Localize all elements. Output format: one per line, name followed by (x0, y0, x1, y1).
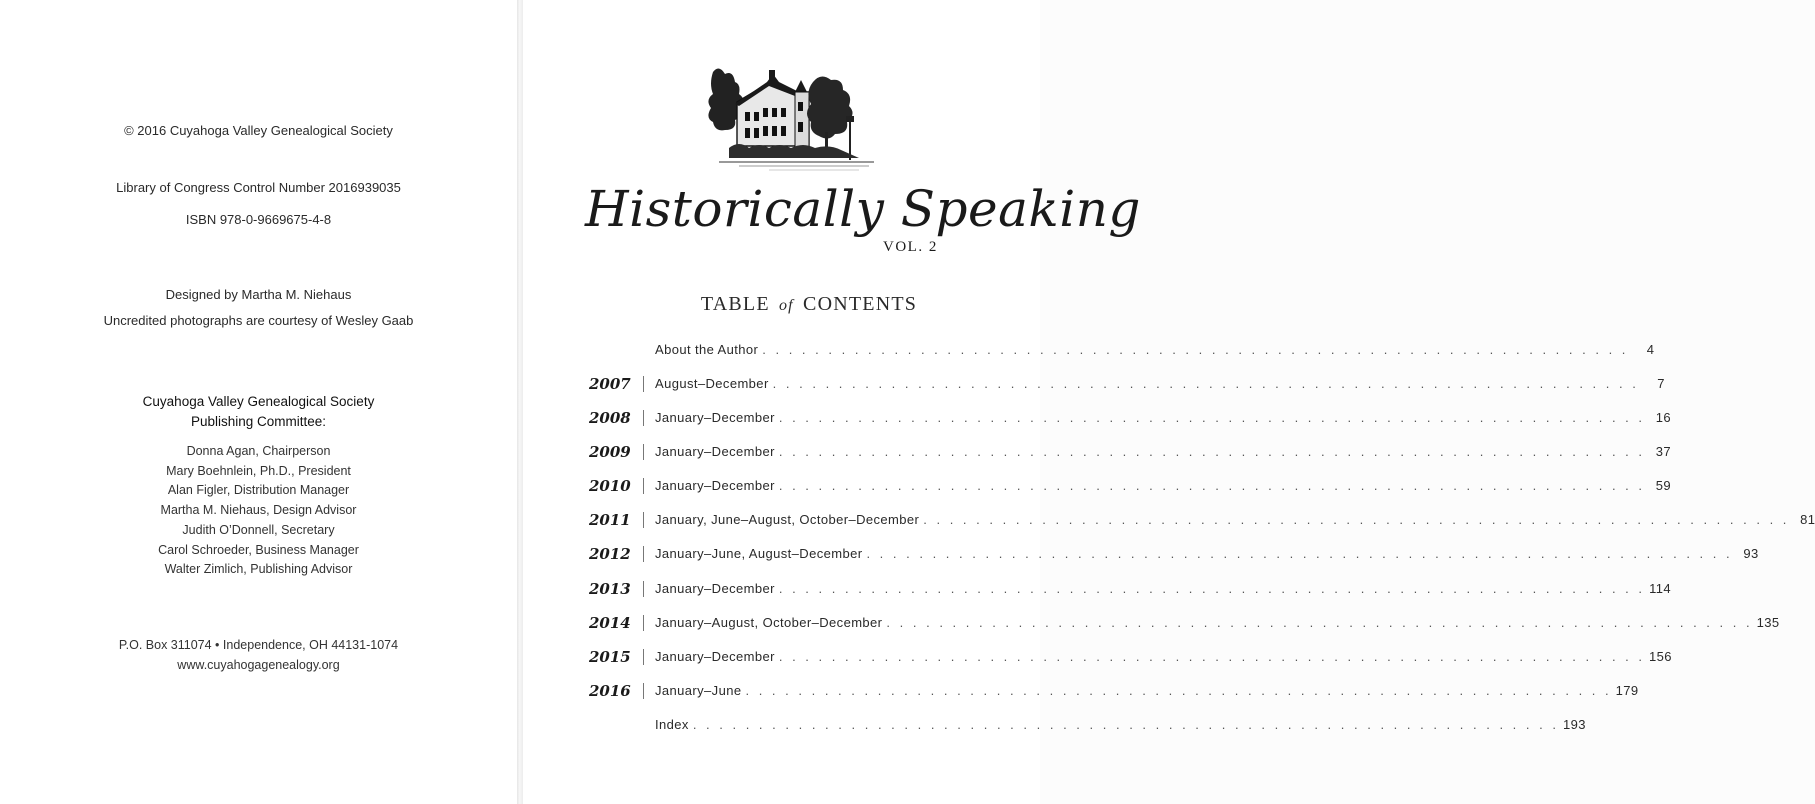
toc-row-about-author[interactable] (589, 338, 1655, 362)
toc-label: January–December (655, 444, 775, 459)
toc-row-2010[interactable] (589, 474, 1672, 498)
toc-divider (643, 478, 644, 494)
toc-page-number: 16 (1655, 410, 1672, 425)
toc-page-number: 156 (1649, 649, 1672, 664)
volume-label: VOL. 2 (883, 239, 938, 255)
toc-label: January–December (655, 478, 775, 493)
toc-divider (643, 546, 644, 562)
copyright-line: © 2016 Cuyahoga Valley Genealogical Society (124, 123, 393, 138)
toc-heading-table: TABLE (700, 293, 770, 315)
toc-year: 2016 (589, 682, 631, 700)
toc-leader-dots (866, 542, 1732, 566)
toc-divider (643, 512, 644, 528)
toc-label: January, June–August, October–December (655, 512, 920, 527)
toc-year: 2008 (589, 409, 631, 427)
toc-row-index[interactable] (589, 713, 1586, 737)
toc-row-2009[interactable] (589, 440, 1672, 464)
toc-page-number: 4 (1646, 342, 1655, 357)
toc-row-2008[interactable] (589, 406, 1672, 430)
toc-divider (643, 649, 644, 665)
toc-divider (643, 444, 644, 460)
toc-label: January–August, October–December (655, 615, 883, 630)
toc-divider (643, 376, 644, 392)
toc-page-number: 179 (1615, 683, 1639, 698)
toc-label: January–December (655, 649, 775, 664)
toc-heading-contents: CONTENTS (803, 293, 918, 315)
toc-page-number: 59 (1655, 478, 1672, 493)
toc-leader-dots (779, 474, 1645, 498)
book-title: Historically Speaking (585, 180, 1141, 238)
toc-leader-dots (693, 713, 1559, 737)
toc-label: January–December (655, 410, 775, 425)
toc-heading (699, 293, 919, 316)
toc-label: January–June, August–December (655, 546, 863, 561)
designer-credit: Designed by Martha M. Niehaus (165, 287, 352, 302)
toc-page-number: 81 (1800, 512, 1815, 527)
toc-year: 2013 (589, 580, 631, 598)
toc-leader-dots (923, 508, 1789, 532)
website-url: www.cuyahogagenealogy.org (177, 657, 340, 672)
toc-row-2012[interactable] (589, 542, 1759, 566)
toc-label: August–December (655, 376, 769, 391)
committee-member: Alan Figler, Distribution Manager (167, 483, 350, 498)
toc-page-number: 7 (1657, 376, 1665, 391)
toc-leader-dots (762, 338, 1628, 362)
committee-member: Mary Boehnlein, Ph.D., President (166, 463, 351, 478)
committee-title-line1: Cuyahoga Valley Genealogical Society (142, 394, 375, 409)
toc-label: About the Author (655, 342, 759, 357)
toc-row-2013[interactable] (589, 577, 1672, 601)
toc-year: 2015 (589, 648, 631, 666)
toc-label: Index (655, 717, 689, 732)
committee-member: Judith O’Donnell, Secretary (182, 522, 335, 537)
toc-row-2011[interactable] (589, 508, 1815, 532)
committee-member: Donna Agan, Chairperson (186, 444, 331, 458)
postal-address: P.O. Box 311074 • Independence, OH 44131-1074 (118, 638, 399, 652)
toc-leader-dots (886, 611, 1752, 635)
toc-leader-dots (779, 645, 1645, 669)
toc-page-number: 135 (1756, 615, 1780, 630)
toc-label: January–December (655, 581, 775, 596)
toc-leader-dots (779, 406, 1645, 430)
toc-label: January–June (655, 683, 742, 698)
toc-page-number: 93 (1743, 546, 1759, 561)
toc-leader-dots (745, 679, 1611, 703)
committee-members-list (0, 442, 517, 580)
toc-page-number: 37 (1655, 444, 1672, 459)
toc-year: 2011 (589, 511, 631, 529)
committee-member: Carol Schroeder, Business Manager (158, 542, 359, 557)
toc-leader-dots (779, 577, 1645, 601)
toc-year: 2009 (589, 443, 631, 461)
toc-year: 2010 (589, 477, 631, 495)
toc-page-number: 193 (1562, 717, 1586, 732)
toc-row-2016[interactable] (589, 679, 1639, 703)
toc-row-2007[interactable] (589, 372, 1665, 396)
left-page (0, 0, 517, 804)
toc-year: 2007 (589, 375, 631, 393)
toc-leader-dots (779, 440, 1645, 464)
victorian-house-sketch-icon (709, 62, 879, 184)
photo-credit: Uncredited photographs are courtesy of Wesley Gaab (103, 313, 414, 328)
toc-heading-of: of (778, 297, 794, 314)
registration-block (0, 178, 517, 230)
committee-title-line2: Publishing Committee: (190, 414, 327, 429)
lccn-line: Library of Congress Control Number 2016939035 (116, 180, 401, 195)
credits-block (0, 285, 517, 331)
copyright-block (0, 121, 517, 141)
committee-member: Martha M. Niehaus, Design Advisor (160, 503, 357, 518)
committee-member: Walter Zimlich, Publishing Advisor (164, 562, 353, 577)
toc-row-2015[interactable] (589, 645, 1672, 669)
toc-year: 2014 (589, 614, 631, 632)
toc-year: 2012 (589, 545, 631, 563)
toc-leader-dots (773, 372, 1639, 396)
contact-block (0, 636, 517, 675)
toc-divider (643, 615, 644, 631)
toc-page-number: 114 (1649, 581, 1672, 596)
right-page (523, 0, 1815, 804)
isbn-line: ISBN 978-0-9669675-4-8 (185, 212, 332, 227)
toc-row-2014[interactable] (589, 611, 1780, 635)
toc-divider (643, 581, 644, 597)
committee-block (0, 392, 517, 580)
toc-divider (643, 683, 644, 699)
toc-divider (643, 410, 644, 426)
